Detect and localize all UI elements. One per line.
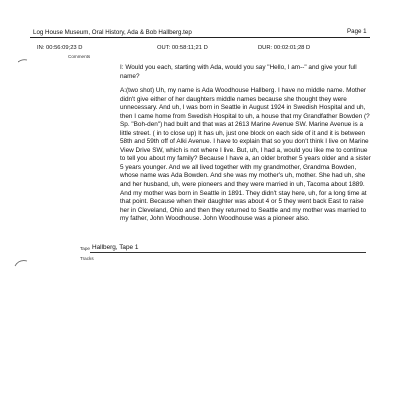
timecode-in: IN: 00:56:09;23 D xyxy=(37,45,83,51)
interview-question: I: Would you each, starting with Ada, would you say "Hello, I am--" and give your full name? xyxy=(120,64,357,80)
comments-label: Comments xyxy=(68,54,91,59)
tape-name: Hallberg, Tape 1 xyxy=(92,244,139,251)
tape-label: Tape xyxy=(80,246,90,251)
pen-mark-icon xyxy=(18,58,28,64)
document-title: Log House Museum, Oral History, Ada & Bob Hallberg.tep xyxy=(33,29,192,36)
interview-answer: A:(two shot) Uh, my name is Ada Woodhouse Hallberg. I have no middle name. Mother didn't give either of her daughters middle names because she thought they were unnecessary. And uh, I was born in Seattle in August 1924 in Swedish Hospital and uh, then I came home from Swedish Hospital to uh, a house that my Grandfather Bowden (? Sp. "Boh-den") had built and that was at 2613 Marine Avenue SW. Marine Avenue is a little street. ( in to close up) It has uh, just one block on each side of it and it is between 58th and 59th off of Alki Avenue. I have to explain that so you don't think I live on Marine View Drive SW, which is not where I live. But, uh, I had a, would you like me to continue to tell you about my family? Because I have a, an older brother 5 years older and a sister 5 years younger. And we all lived together with my grandmother, Grandma Bowden, whose name was Ada Bowden. And she was my mother's uh, mother. She had uh, she and her husband, uh, were pioneers and they were married in uh, Tacoma about 1889. And my mother was born in Seattle in 1891. They didn't stay here, uh, for a long time at that point. Because when their daughter was about 4 or 5 they went back East to raise her in Cleveland, Ohio and then they returned to Seattle and my mother was married to my father, John Woodhouse. John Woodhouse was a pioneer also. xyxy=(120,87,371,223)
timecode-duration: DUR: 00:02:01;28 D xyxy=(258,45,311,51)
tape-divider xyxy=(90,252,366,253)
header-divider xyxy=(30,37,370,38)
timecode-out: OUT: 00:58:11;21 D xyxy=(157,45,208,51)
pen-mark-icon xyxy=(14,258,28,268)
tracks-label: Tracks xyxy=(80,256,94,261)
page-number: Page 1 xyxy=(347,28,367,35)
